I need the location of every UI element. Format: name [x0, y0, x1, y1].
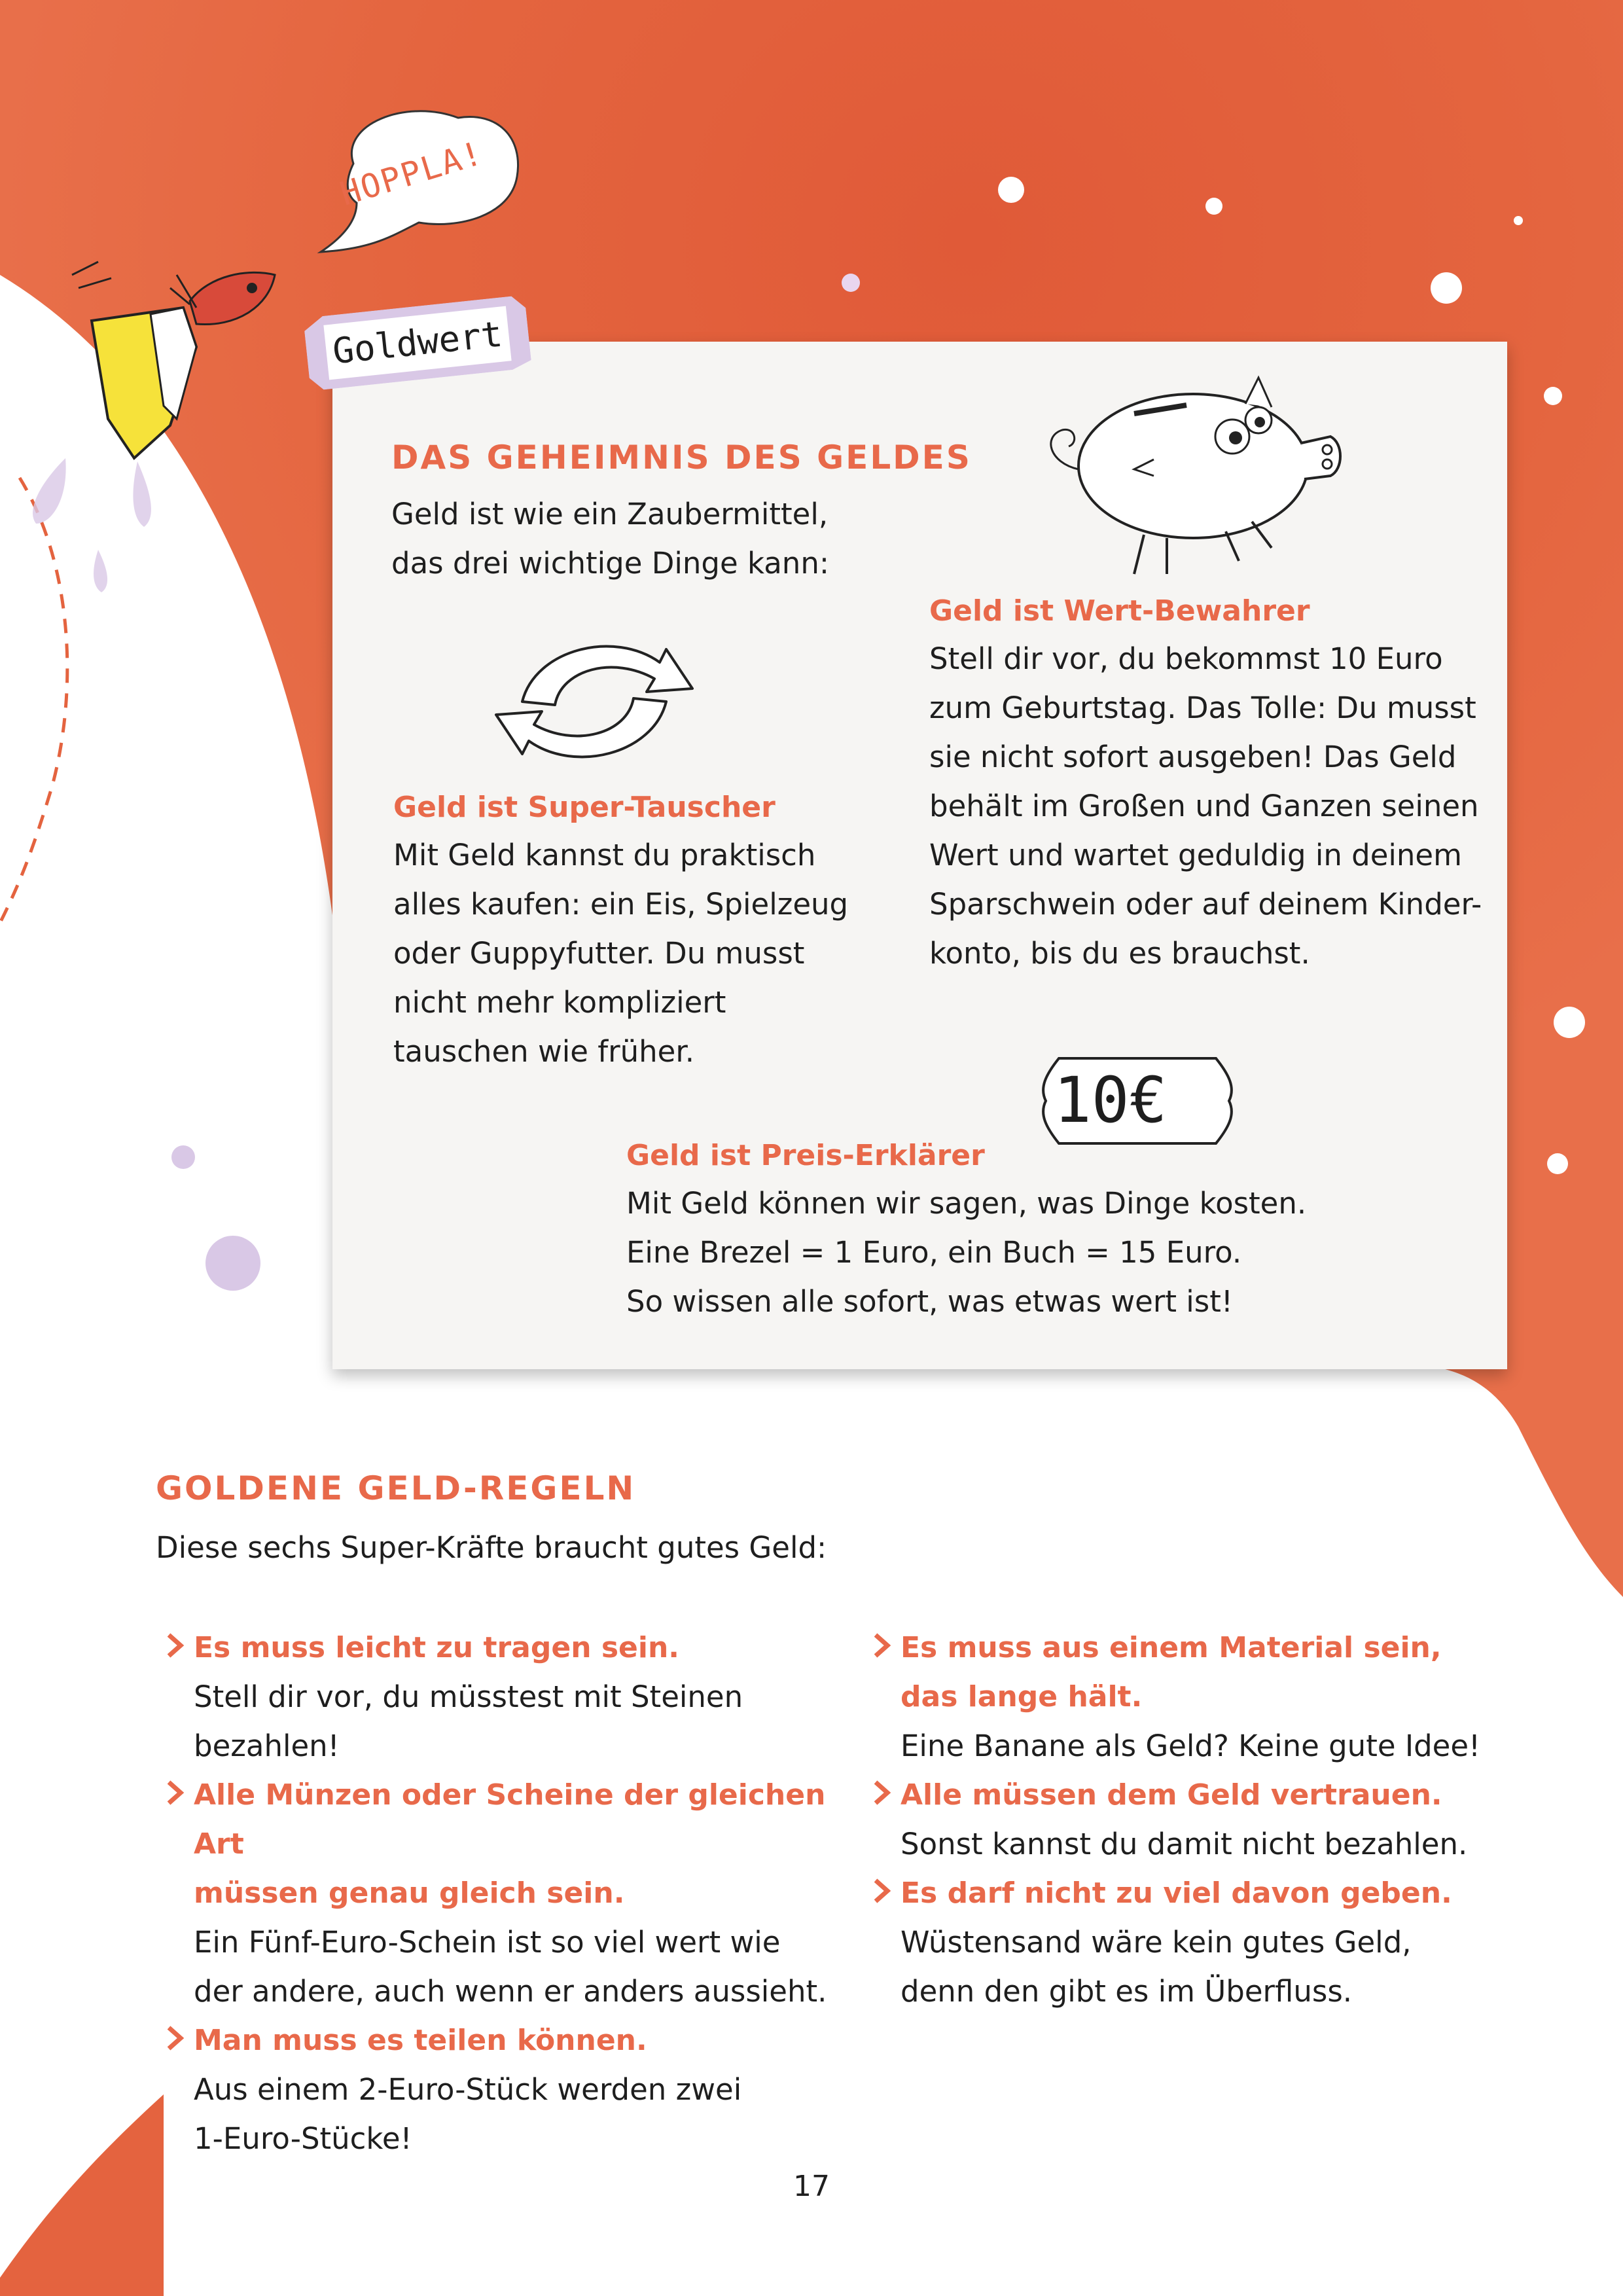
card-intro	[391, 490, 980, 588]
section-line: Mit Geld können wir sagen, was Dinge kosten.	[626, 1186, 1307, 1221]
rules-title: GOLDENE GELD-REGELN	[156, 1469, 636, 1507]
card-intro-line: Geld ist wie ein Zaubermittel,	[391, 497, 829, 531]
section-wert-bewahrer	[929, 594, 1492, 978]
rule-title: Es muss leicht zu tragen sein.	[194, 1631, 680, 1664]
section-line: Wert und wartet geduldig in deinem	[929, 838, 1462, 872]
rule-title: müssen genau gleich sein.	[194, 1876, 625, 1910]
rule-body: Sonst kannst du damit nicht bezahlen.	[901, 1827, 1468, 1861]
rule-body: Ein Fünf-Euro-Schein ist so viel wert wie	[194, 1925, 781, 1960]
section-line: Sparschwein oder auf deinem Kinder-	[929, 887, 1482, 922]
section-title: Geld ist Wert-Bewahrer	[929, 594, 1310, 628]
rule-body: 1-Euro-Stücke!	[194, 2121, 412, 2156]
rule-body: Stell dir vor, du müsstest mit Steinen	[194, 1679, 743, 1714]
section-line: So wissen alle sofort, was etwas wert ist!	[626, 1284, 1233, 1319]
rule-body: denn den gibt es im Überfluss.	[901, 1974, 1353, 2009]
rule-title: Alle müssen dem Geld vertrauen.	[901, 1778, 1442, 1812]
rule-title: Alle Münzen oder Scheine der gleichen Art	[194, 1778, 826, 1861]
section-line: Mit Geld kannst du praktisch	[393, 838, 816, 872]
section-line: oder Guppyfutter. Du musst	[393, 936, 805, 971]
rule-title: Es muss aus einem Material sein,	[901, 1631, 1442, 1664]
section-line: zum Geburtstag. Das Tolle: Du musst	[929, 691, 1476, 725]
rule-item	[156, 2016, 830, 2163]
section-title: Geld ist Preis-Erklärer	[626, 1139, 985, 1172]
section-line: Stell dir vor, du bekommst 10 Euro	[929, 641, 1443, 676]
card-title: DAS GEHEIMNIS DES GELDES	[391, 439, 972, 476]
section-line: nicht mehr kompliziert	[393, 985, 726, 1020]
price-tag-label: 10€	[1054, 1064, 1168, 1137]
piggy-bank-icon	[1029, 365, 1376, 587]
chevron-right-icon	[863, 1869, 901, 1905]
card-intro-line: das drei wichtige Dinge kann:	[391, 546, 830, 581]
section-line: alles kaufen: ein Eis, Spielzeug	[393, 887, 849, 922]
section-title: Geld ist Super-Tauscher	[393, 791, 776, 824]
section-line: Eine Brezel = 1 Euro, ein Buch = 15 Euro.	[626, 1235, 1242, 1270]
rules-right-column	[863, 1623, 1537, 2016]
chevron-right-icon	[863, 1623, 901, 1660]
exchange-arrows-icon	[483, 623, 705, 780]
rule-body: bezahlen!	[194, 1729, 340, 1763]
rule-body: Wüstensand wäre kein gutes Geld,	[901, 1925, 1412, 1960]
rule-body: Aus einem 2-Euro-Stück werden zwei	[194, 2072, 742, 2107]
rule-title: das lange hält.	[901, 1680, 1143, 1713]
section-preis-erklaerer	[626, 1139, 1412, 1326]
rule-title: Man muss es teilen können.	[194, 2024, 647, 2057]
chevron-right-icon	[156, 1623, 194, 1660]
category-tag-label: Goldwert	[330, 313, 505, 372]
rule-item	[863, 1770, 1537, 1869]
rules-left-column	[156, 1623, 830, 2163]
section-line: konto, bis du es brauchst.	[929, 936, 1310, 971]
chevron-right-icon	[863, 1770, 901, 1807]
section-line: behält im Großen und Ganzen seinen	[929, 789, 1479, 823]
page-number: 17	[793, 2170, 830, 2203]
rules-section	[156, 1469, 1399, 1572]
red-corner-shape	[0, 2094, 164, 2296]
rules-intro: Diese sechs Super-Kräfte braucht gutes Geld:	[156, 1530, 827, 1565]
chevron-right-icon	[156, 1770, 194, 1807]
rule-body: der andere, auch wenn er anders aussieht.	[194, 1974, 827, 2009]
section-line: tauschen wie früher.	[393, 1034, 694, 1069]
rule-item	[863, 1623, 1537, 1770]
rule-body: Eine Banane als Geld? Keine gute Idee!	[901, 1729, 1481, 1763]
rule-item	[863, 1869, 1537, 2016]
rule-title: Es darf nicht zu viel davon geben.	[901, 1876, 1452, 1910]
rule-item	[156, 1623, 830, 1770]
rule-item	[156, 1770, 830, 2016]
speech-bubble-text: HOPPLA!	[336, 134, 488, 213]
chevron-right-icon	[156, 2016, 194, 2053]
section-super-tauscher	[393, 791, 891, 1076]
section-line: sie nicht sofort ausgeben! Das Geld	[929, 740, 1457, 774]
